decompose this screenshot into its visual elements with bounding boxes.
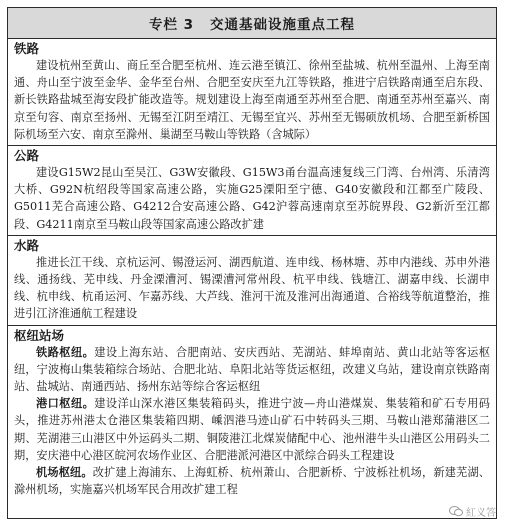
airport-hub-paragraph (14, 464, 490, 498)
airport-hub-text: 改扩建上海浦东、上海虹桥、杭州萧山、合肥新桥、宁波栎社机场，新建芜湖、滁州机场，实施嘉兴机场军民合用改扩建工程 (14, 466, 490, 497)
waterway-section (8, 236, 496, 326)
railway-heading: 铁路 (14, 41, 40, 56)
special-column-table (7, 7, 497, 519)
airport-hub-label: 机场枢纽。 (36, 466, 93, 480)
hub-section (8, 326, 496, 501)
waterway-text: 推进长江干线、京杭运河、锡澄运河、湖西航道、连申线、杨林塘、苏申内港线、苏申外港线、通扬线、芜申线、丹金溧漕河、锡溧漕河常州段、杭平申线、钱塘江、湖嘉申线、长湖申线、杭申线、杭甬运河、乍嘉苏线、大芦线、淮河干流及淮河出海通道、合裕线等航道整治，推进引江济淮通航工程建设 (14, 255, 490, 321)
watermark-text: 紅义答 (466, 508, 496, 519)
port-hub-text: 建设洋山深水港区集装箱码头，推进宁波—舟山港煤炭、集装箱和矿石专用码头，推进苏州港太仓港区集装箱四期、嵊泗港马迹山矿石中转码头三期、马鞍山港郑蒲港区二期、芜湖港三山港区中外运码头二期、铜陵港江北煤炭储配中心、池州港牛头山港区公用码头二期，安庆港中心港区皖河农场作业区、合肥港派河港区中派综合码头工程建设 (14, 397, 490, 462)
highway-text: 建设G15W2昆山至吴江、G3W安徽段、G15W3甬台温高速复线三门湾、台州湾、乐清湾大桥、G92N杭绍段等国家高速公路，实施G25溧阳至宁德、G40安徽段和江都至广陵段、G5011芜合高速公路、G4212合安高速公路、G42沪蓉高速南京至苏皖界段、G2新沂至江都段、G4211南京至马鞍山段等国家高速公路改扩建 (14, 166, 490, 231)
title-number: 专栏 3 (148, 17, 195, 33)
port-hub-label: 港口枢纽。 (36, 397, 95, 411)
rail-hub-label: 铁路枢纽。 (36, 345, 95, 359)
waterway-heading: 水路 (14, 237, 40, 253)
hub-heading: 枢纽站场 (14, 327, 65, 343)
watermark (449, 504, 496, 519)
chat-bubble-icon (449, 506, 463, 517)
rail-hub-text: 建设上海东站、合肥南站、安庆西站、芜湖站、蚌埠南站、黄山北站等客运枢纽，宁波梅山集装箱综合场站、合肥北站、阜阳北站等货运枢纽，改建义乌站，建设南京铁路南站、盐城站、南通西站、扬州东站等综合客运枢纽 (14, 345, 490, 394)
highway-heading: 公路 (14, 148, 40, 164)
railway-section (8, 39, 496, 146)
railway-text: 建设杭州至黄山、商丘至合肥至杭州、连云港至镇江、徐州至盐城、杭州至温州、上海至南通、舟山至宁波至金华、金华至台州、合肥至安庆至九江等铁路，推进宁启铁路南通至启东段、新长铁路盐城至海安段扩能改造等。规划建设上海至南通至苏州至合肥、南通至苏州至嘉兴、南京至句容、南京至扬州、无锡至江阴至靖江、无锡至宜兴、苏州至无锡硕放机场、合肥至新桥国际机场至六安、南京至滁州、巢湖至马鞍山等铁路（含城际） (14, 59, 490, 141)
title-text: 交通基础设施重点工程 (210, 17, 356, 33)
table-title (8, 8, 496, 39)
highway-section (8, 146, 496, 236)
rail-hub-paragraph (14, 344, 490, 396)
port-hub-paragraph (14, 395, 490, 464)
